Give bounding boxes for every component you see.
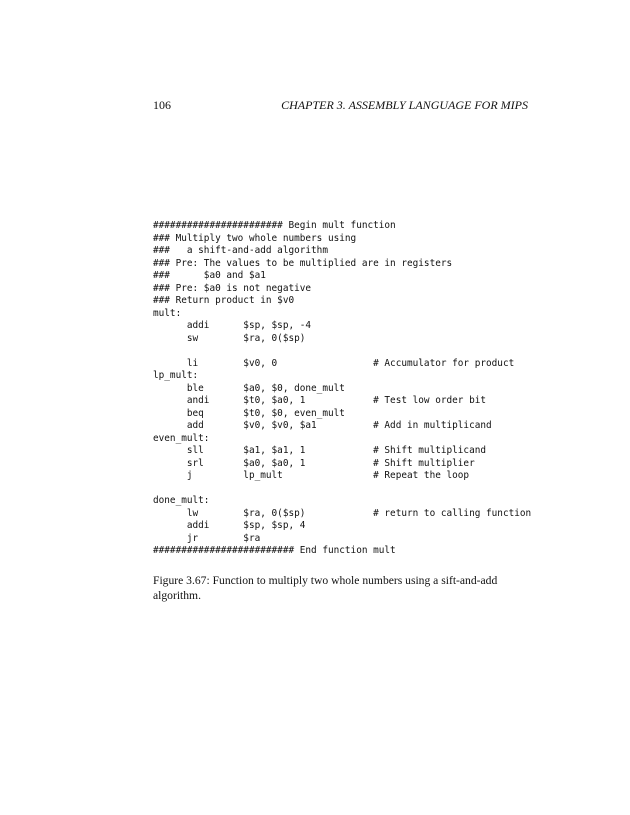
code-line: lw $ra, 0($sp) # return to calling function [153,507,532,519]
code-line: even_mult: [153,432,210,444]
code-line: ######################### End function mult [153,545,396,556]
code-line: done_mult: [153,495,210,506]
code-line: mult: [153,307,182,319]
code-line: srl $a0, $a0, 1 # Shift multiplier [153,457,475,469]
code-line: ### Pre: The values to be multiplied are in registers [153,257,453,269]
code-line: ### $a0 and $a1 [153,270,266,281]
code-listing [153,220,531,558]
code-line: sw $ra, 0($sp) [153,332,306,344]
code-line: ### Multiply two whole numbers using [153,232,357,244]
code-line: jr $ra [153,532,261,544]
code-line: ### Pre: $a0 is not negative [153,282,312,294]
chapter-title: CHAPTER 3. ASSEMBLY LANGUAGE FOR MIPS [281,98,528,112]
code-line: andi $t0, $a0, 1 # Test low order bit [153,395,487,406]
code-line: ### Return product in $v0 [153,295,295,306]
code-line: addi $sp, $sp, 4 [153,520,306,531]
code-line: sll $a1, $a1, 1 # Shift multiplicand [153,445,487,456]
code-line: j lp_mult # Repeat the loop [153,470,470,481]
page-number: 106 [153,98,171,112]
code-line: add $v0, $v0, $a1 # Add in multiplicand [153,420,492,431]
code-line: addi $sp, $sp, -4 [153,320,312,331]
code-line: beq $t0, $0, even_mult [153,407,345,419]
running-header [153,98,528,114]
code-line: lp_mult: [153,370,199,381]
code-line: ### a shift-and-add algorithm [153,245,328,256]
code-line: ####################### Begin mult function [153,220,396,231]
figure-caption: Figure 3.67: Function to multiply two whole numbers using a sift-and-add algorithm. [153,574,498,602]
code-line: li $v0, 0 # Accumulator for product [153,357,515,369]
code-line: ble $a0, $0, done_mult [153,382,345,394]
